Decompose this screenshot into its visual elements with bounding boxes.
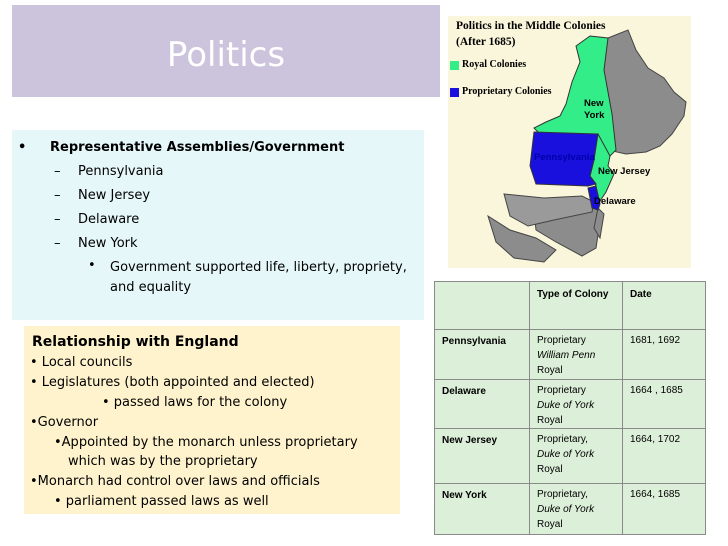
list-item: • Local councils (30, 355, 133, 370)
colony-date: 1664, 1702 (623, 429, 706, 484)
list-item: • passed laws for the colony (102, 395, 288, 410)
list-item: • parliament passed laws as well (54, 494, 269, 509)
colony-name: New York (435, 484, 530, 535)
table-row (435, 330, 706, 380)
title-banner (12, 5, 440, 97)
list-item: which was by the proprietary (68, 454, 258, 469)
colony-name: Delaware (435, 380, 530, 429)
map-graphic (448, 16, 691, 268)
table-header-cell: Type of Colony (530, 282, 623, 330)
bullet-dot: • (18, 140, 27, 155)
relationship-panel (24, 326, 400, 514)
map-label-new-york: New (584, 98, 604, 109)
map-label-new-york: York (584, 110, 605, 121)
table-header-cell: Date (623, 282, 706, 330)
colony-date: 1681, 1692 (623, 330, 706, 380)
colony-type: Proprietary, Duke of York Royal (530, 429, 623, 484)
assemblies-panel: • Representative Assemblies/Government – Pennsylvania – New Jersey – Delaware – New York • Government supported life, liberty, propriety, and equality (12, 130, 424, 320)
page-title: Politics (166, 35, 286, 75)
list-item: •Monarch had control over laws and officials (30, 474, 320, 489)
legend-swatch-proprietary (450, 88, 459, 97)
map-label-pennsylvania: Pennsylvania (534, 152, 595, 163)
colony-type: Proprietary, Duke of York Royal (530, 484, 623, 535)
colony-date: 1664 , 1685 (623, 380, 706, 429)
legend-label-proprietary: Proprietary Colonies (462, 86, 552, 97)
list-item: •Appointed by the monarch unless proprietary (54, 435, 358, 450)
assemblies-heading: Representative Assemblies/Government (50, 140, 345, 155)
colony-type: Proprietary Duke of York Royal (530, 380, 623, 429)
table-header-cell (435, 282, 530, 330)
table-row (435, 484, 706, 535)
middle-colonies-map (448, 16, 691, 268)
colony-name: Pennsylvania (435, 330, 530, 380)
colony-table (434, 281, 706, 535)
colony-name: New Jersey (435, 429, 530, 484)
legend-label-royal: Royal Colonies (462, 59, 527, 70)
map-label-delaware: Delaware (594, 196, 636, 207)
relationship-heading: Relationship with England (32, 334, 239, 350)
table-row (435, 429, 706, 484)
colony-date: 1664, 1685 (623, 484, 706, 535)
colony-type: Proprietary William Penn Royal (530, 330, 623, 380)
map-title: Politics in the Middle Colonies (After 1685) (456, 20, 606, 48)
list-item: •Governor (30, 415, 99, 430)
legend-swatch-royal (450, 61, 459, 70)
table-header-row (435, 282, 706, 330)
table-row (435, 380, 706, 429)
map-label-new-jersey: New Jersey (598, 166, 651, 177)
list-item: • Legislatures (both appointed and elected) (30, 375, 315, 390)
